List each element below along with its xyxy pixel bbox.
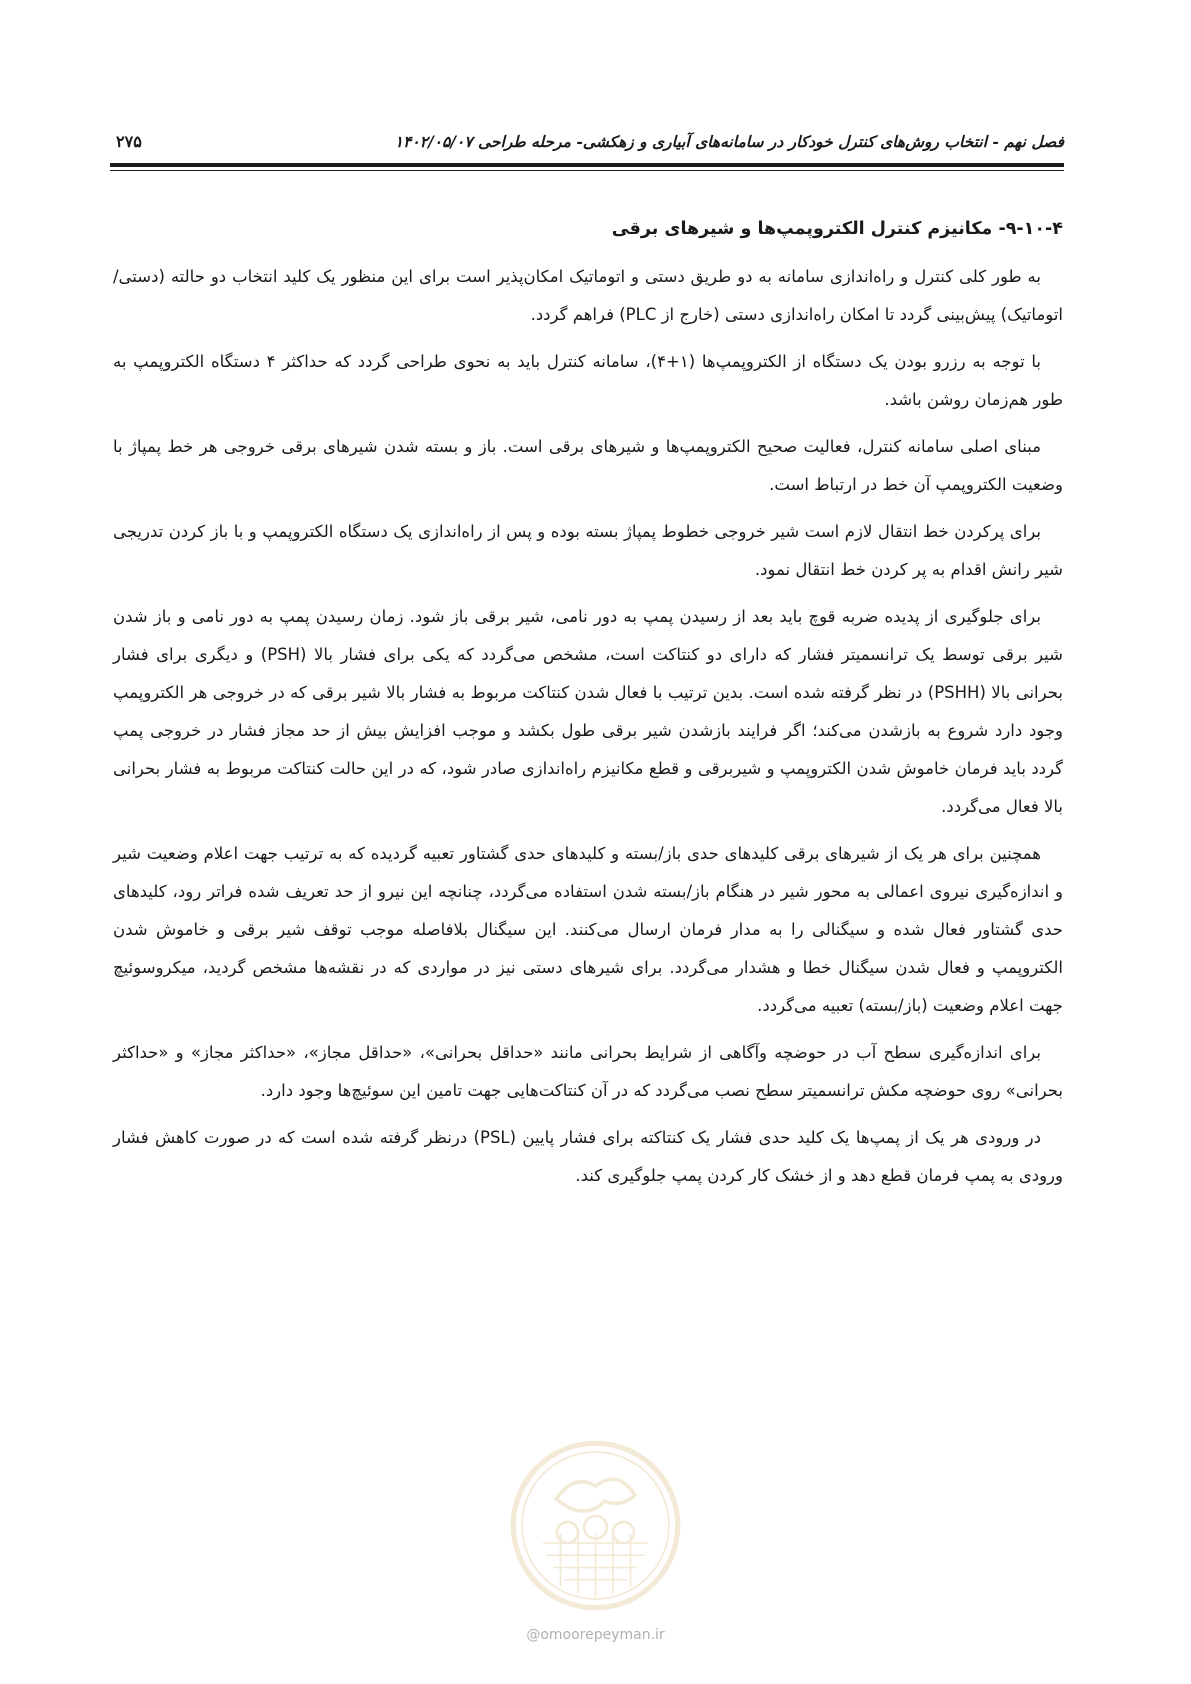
paragraph-4: برای پرکردن خط انتقال لازم است شیر خروجی خطوط پمپاژ بسته بوده و پس از راه‌اندازی یک دستگاه الکتروپمپ و با باز کردن تدریجی شیر رانش اقدام به پر کردن خط انتقال نمود. (113, 522, 1063, 579)
paragraph-6: همچنین برای هر یک از شیرهای برقی کلیدهای حدی باز/بسته و کلیدهای حدی گشتاور تعبیه گردیده که به ترتیب جهت اعلام وضعیت شیر و اندازه‌گیری نیروی اعمالی به محور شیر در هنگام باز/بسته شدن استفاده می‌گردد، چنانچه این نیرو از حد تعریف شده فراتر رود، کلیدهای حدی گشتاور فعال شده و سیگنالی را به مدار فرمان ارسال می‌کنند. این سیگنال بلافاصله موجب توقف شیر برقی و خاموش شدن الکتروپمپ و فعال شدن سیگنال خطا و هشدار می‌گردد. برای شیرهای دستی نیز در مواردی که در نقشه‌ها مشخص گردید، میکروسوئیچ جهت اعلام وضعیت (باز/بسته) تعبیه می‌گردد. (113, 844, 1063, 1015)
paragraph-3: مبنای اصلی سامانه کنترل، فعالیت صحیح الکتروپمپ‌ها و شیرهای برقی است. باز و بسته شدن شیرهای برقی خروجی هر خط پمپاژ با وضعیت الکتروپمپ آن خط در ارتباط است. (113, 437, 1063, 494)
header-title: فصل نهم - انتخاب روش‌های کنترل خودکار در سامانه‌های آبیاری و زهکشی- مرحله طراحی ۱۴۰۲/۰۵/۰۷ (394, 132, 1064, 151)
watermark-seal-icon (508, 1438, 683, 1613)
page-number: ۲۷۵ (116, 132, 142, 151)
watermark-logo (508, 1438, 683, 1613)
header-rule-thin (110, 170, 1064, 171)
section-heading: ۹-۱۰-۴- مکانیزم کنترل الکتروپمپ‌ها و شیرهای برقی (611, 219, 1063, 239)
paragraph-8: در ورودی هر یک از پمپ‌ها یک کلید حدی فشار یک کنتاکته برای فشار پایین (PSL) درنظر گرفته شده است که در صورت کاهش فشار ورودی به پمپ فرمان قطع دهد و از خشک کار کردن پمپ جلوگیری کند. (113, 1128, 1063, 1185)
paragraph-5: برای جلوگیری از پدیده ضربه قوچ باید بعد از رسیدن پمپ به دور نامی، شیر برقی باز شود. زمان رسیدن پمپ به دور نامی و باز شدن شیر برقی توسط یک ترانسمیتر فشار که دارای دو کنتاکت است، مشخص می‌گردد که یکی برای فشار بالا (PSH) و دیگری برای فشار بحرانی بالا (PSHH) در نظر گرفته شده است. بدین ترتیب با فعال شدن کنتاکت مربوط به فشار بالا شیر برقی که در خروجی هر الکتروپمپ وجود دارد شروع به بازشدن می‌کند؛ اگر فرایند بازشدن شیر برقی طول بکشد و موجب افزایش بیش از حد مجاز فشار در خروجی پمپ گردد باید فرمان خاموش شدن الکتروپمپ و شیربرقی و قطع مکانیزم راه‌اندازی صادر شود، که در این حالت کنتاکت مربوط به فشار بحرانی بالا فعال می‌گردد. (113, 607, 1063, 816)
header-rule-thick (110, 163, 1064, 167)
paragraph-2: با توجه به رزرو بودن یک دستگاه از الکتروپمپ‌ها (۱+۴)، سامانه کنترل باید به نحوی طراحی گردد که حداکثر ۴ دستگاه الکتروپمپ به طور هم‌زمان روشن باشد. (113, 352, 1063, 409)
document-body (113, 212, 1063, 1204)
paragraph-7: برای اندازه‌گیری سطح آب در حوضچه وآگاهی از شرایط بحرانی مانند «حداقل بحرانی»، «حداقل مجاز»، «حداکثر مجاز» و «حداکثر بحرانی» روی حوضچه مکش ترانسمیتر سطح نصب می‌گردد که در آن کنتاکت‌هایی جهت تامین این سوئیچ‌ها وجود دارد. (113, 1043, 1063, 1100)
running-header (110, 128, 1064, 158)
paragraph-1: به طور کلی کنترل و راه‌اندازی سامانه به دو طریق دستی و اتوماتیک امکان‌پذیر است برای این منظور یک کلید انتخاب دو حالته (دستی/اتوماتیک) پیش‌بینی گردد تا امکان راه‌اندازی دستی (خارج از PLC) فراهم گردد. (113, 267, 1063, 324)
watermark-url: @omoorepeyman.ir (526, 1627, 665, 1643)
